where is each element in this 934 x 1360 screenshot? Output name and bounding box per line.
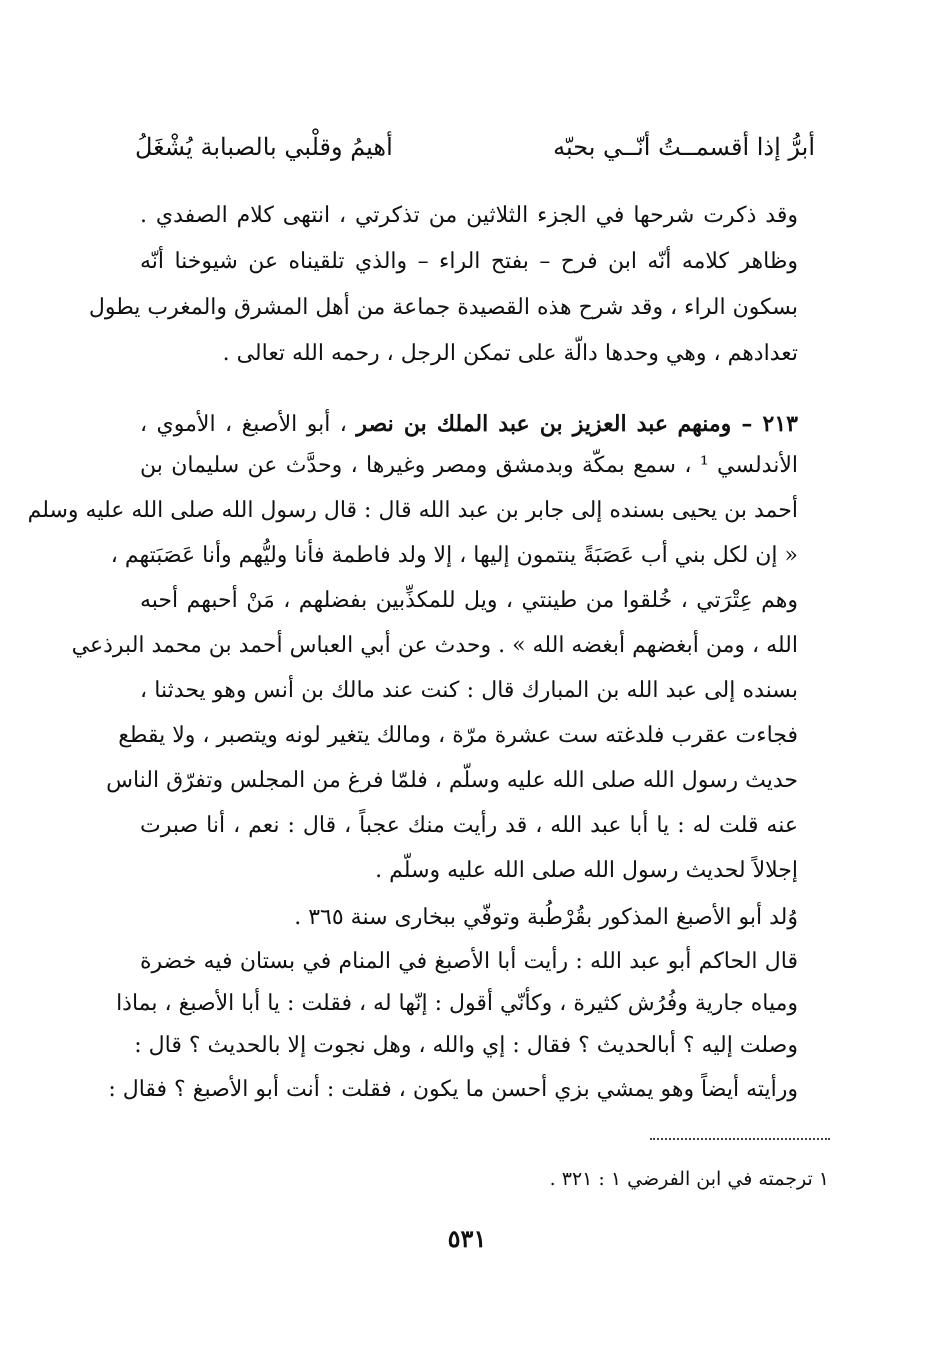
- footnote: ١ ترجمته في ابن الفرضي ١ : ٣٢١ .: [549, 1168, 829, 1190]
- paragraph-line: وظاهر كلامه أنّه ابن فرح – بفتح الراء – والذي تلقيناه عن شيوخنا أنّه: [140, 249, 798, 274]
- verse-first-hemistich: أبرُّ إذا أقسمــتُ أنّــي بحبّه: [553, 133, 815, 161]
- entry-number: ٢١٣ – ومنهم: [677, 411, 798, 437]
- entry-line: إجلالاً لحديث رسول الله صلى الله عليه وسلّم .: [375, 858, 798, 883]
- entry-line: الأندلسي ¹ ، سمع بمكّة وبدمشق ومصر وغيرها ، وحدَّث عن سليمان بن: [140, 453, 798, 478]
- entry-line: « إن لكل بني أب عَصَبَةً ينتمون إليها ، إلا ولد فاطمة فأنا وليُّهم وأنا عَصَبَتهم ،: [110, 543, 798, 568]
- footnote-divider: [650, 1138, 830, 1140]
- birth-death-line: وُلد أبو الأصبغ المذكور بقُرْطُبة وتوفّي ببخارى سنة ٣٦٥ .: [294, 905, 798, 930]
- entry-heading-line: [140, 409, 798, 440]
- entry-name: عبد العزيز بن عبد الملك بن نصر: [356, 411, 668, 437]
- entry-line: فجاءت عقرب فلدغته ست عشرة مرّة ، ومالك يتغير لونه ويتصبر ، ولا يقطع: [118, 723, 798, 748]
- paragraph-line: بسكون الراء ، وقد شرح هذه القصيدة جماعة من أهل المشرق والمغرب يطول: [88, 295, 798, 320]
- dream-line: ومياه جارية وفُرُش كثيرة ، وكأنّي أقول : إنّها له ، فقلت : يا أبا الأصبغ ، بماذا: [116, 991, 798, 1016]
- entry-heading-rest: ، أبو الأصبغ ، الأموي ،: [140, 412, 347, 437]
- entry-line: الله ، ومن أبغضهم أبغضه الله » . وحدث عن أبي العباس أحمد بن محمد البرذعي: [71, 633, 798, 658]
- verse-second-hemistich: أهيمُ وقلْبي بالصبابة يُشْغَلُ: [135, 133, 393, 161]
- poem-verse: [135, 130, 815, 164]
- paragraph-line: وقد ذكرت شرحها في الجزء الثلاثين من تذكرتي ، انتهى كلام الصفدي .: [140, 203, 798, 228]
- dream-line: قال الحاكم أبو عبد الله : رأيت أبا الأصبغ في المنام في بستان فيه خضرة: [140, 949, 798, 974]
- entry-line: بسنده إلى عبد الله بن المبارك قال : كنت عند مالك بن أنس وهو يحدثنا ،: [140, 678, 798, 703]
- dream-line: وصلت إليه ؟ أبالحديث ؟ فقال : إي والله ، وهل نجوت إلا بالحديث ؟ قال :: [134, 1033, 798, 1058]
- entry-line: وهم عِتْرَتي ، خُلقوا من طينتي ، ويل للمكذِّبين بفضلهم ، مَنْ أحبهم أحبه: [140, 588, 798, 613]
- dream-line: ورأيته أيضاً وهو يمشي بزي أحسن ما يكون ، فقلت : أنت أبو الأصبغ ؟ فقال :: [108, 1077, 798, 1102]
- entry-line: أحمد بن يحيى بسنده إلى جابر بن عبد الله قال : قال رسول الله صلى الله عليه وسلم: [27, 498, 798, 523]
- page-number: ٥٣١: [447, 1224, 487, 1253]
- entry-line: عنه قلت له : يا أبا عبد الله ، قد رأيت منك عجباً ، قال : نعم ، أنا صبرت: [140, 813, 798, 838]
- paragraph-line: تعدادهم ، وهي وحدها دالّة على تمكن الرجل ، رحمه الله تعالى .: [222, 341, 798, 366]
- entry-line: حديث رسول الله صلى الله عليه وسلّم ، فلمّا فرغ من المجلس وتفرّق الناس: [106, 768, 798, 793]
